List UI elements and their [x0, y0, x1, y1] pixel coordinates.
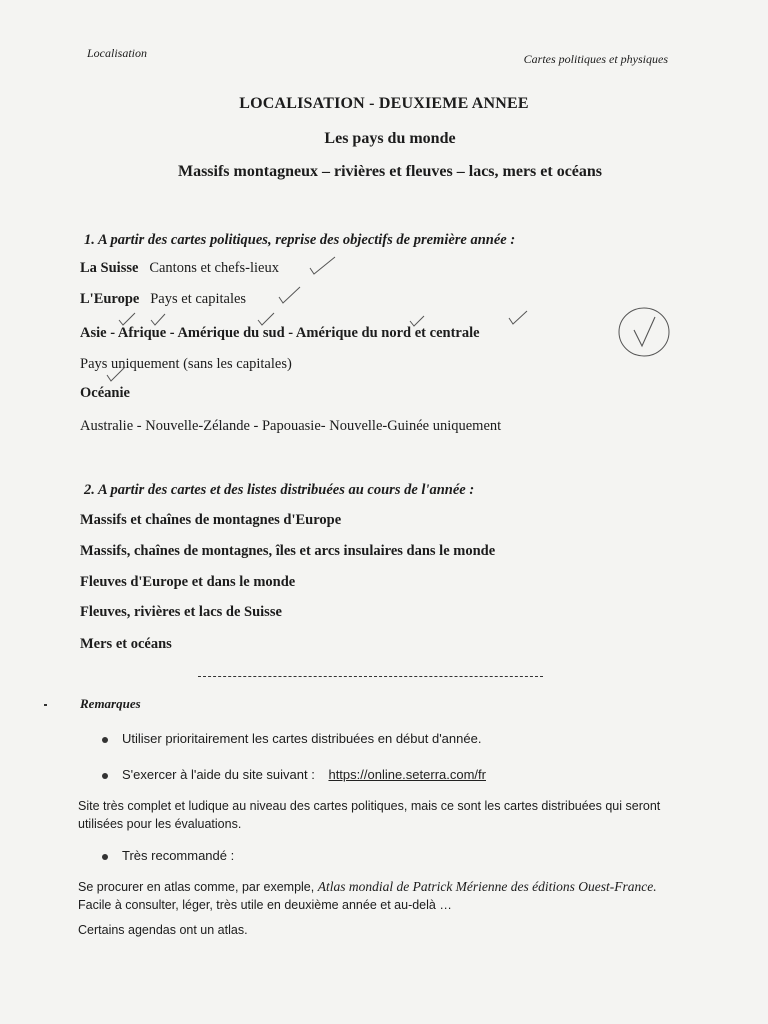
suisse-label: La Suisse [80, 260, 139, 276]
check-mark-icon [508, 310, 528, 325]
list-item: Fleuves, rivières et lacs de Suisse [80, 604, 282, 620]
list-item: Mers et océans [80, 636, 172, 652]
bullet-text: Très recommandé : [122, 848, 235, 863]
page-title: LOCALISATION - DEUXIEME ANNEE [239, 95, 529, 112]
line-continents: Asie - Afrique - Amérique du sud - Amérique du nord et centrale [80, 325, 480, 341]
line-oceanie: Australie - Nouvelle-Zélande - Papouasie- Nouvelle-Guinée uniquement [80, 418, 502, 434]
section1-heading: 1. A partir des cartes politiques, reprise des objectifs de première année : [84, 232, 516, 248]
suisse-text: Cantons et chefs-lieux [149, 260, 279, 276]
seterra-link[interactable]: https://online.seterra.com/fr [328, 767, 486, 782]
europe-label: L'Europe [80, 291, 140, 307]
bullet-item [102, 848, 234, 863]
atlas-text-end: Facile à consulter, léger, très utile en deuxième année et au-delà … [78, 898, 452, 912]
atlas-paragraph [78, 878, 690, 914]
header-right: Cartes politiques et physiques [523, 52, 668, 66]
remarques-heading: Remarques [80, 696, 141, 711]
bullet-dot [102, 854, 108, 860]
atlas-title: Atlas mondial de Patrick Mérienne des éditions Ouest-France. [317, 879, 657, 894]
line-europe [80, 291, 246, 308]
bullet-dot [102, 737, 108, 743]
europe-text: Pays et capitales [150, 291, 247, 307]
bullet-item [102, 767, 486, 782]
topics-title: Massifs montagneux – rivières et fleuves – lacs, mers et océans [177, 163, 603, 180]
check-mark-icon [257, 312, 275, 326]
check-mark-icon [308, 256, 336, 276]
header-left: Localisation [87, 46, 148, 60]
list-item: Massifs, chaînes de montagnes, îles et arcs insulaires dans le monde [80, 543, 496, 559]
check-mark-icon [106, 366, 126, 382]
circled-check-icon [617, 305, 671, 359]
list-item: Fleuves d'Europe et dans le monde [80, 574, 296, 590]
bullet-text: S'exercer à l'aide du site suivant : [122, 767, 315, 782]
remark-paragraph: Site très complet et ludique au niveau des cartes politiques, mais ce sont les cartes distribuées qui seront utilisées pour les évaluations. [78, 799, 661, 831]
bullet-item [102, 731, 481, 746]
divider [198, 676, 543, 677]
oceanie-label: Océanie [80, 385, 130, 401]
scan-speck [44, 704, 47, 706]
agenda-paragraph: Certains agendas ont un atlas. [78, 923, 248, 937]
line-suisse [80, 260, 279, 277]
bullet-dot [102, 773, 108, 779]
check-mark-icon [277, 286, 301, 306]
bullet-text: Utiliser prioritairement les cartes distribuées en début d'année. [122, 731, 482, 746]
page-subtitle: Les pays du monde [324, 130, 456, 147]
list-item: Massifs et chaînes de montagnes d'Europe [80, 512, 342, 528]
check-mark-icon [118, 312, 136, 326]
atlas-text-start: Se procurer en atlas comme, par exemple, [78, 880, 315, 894]
line-pays: Pays uniquement (sans les capitales) [80, 356, 292, 372]
section2-heading: 2. A partir des cartes et des listes distribuées au cours de l'année : [84, 482, 475, 498]
